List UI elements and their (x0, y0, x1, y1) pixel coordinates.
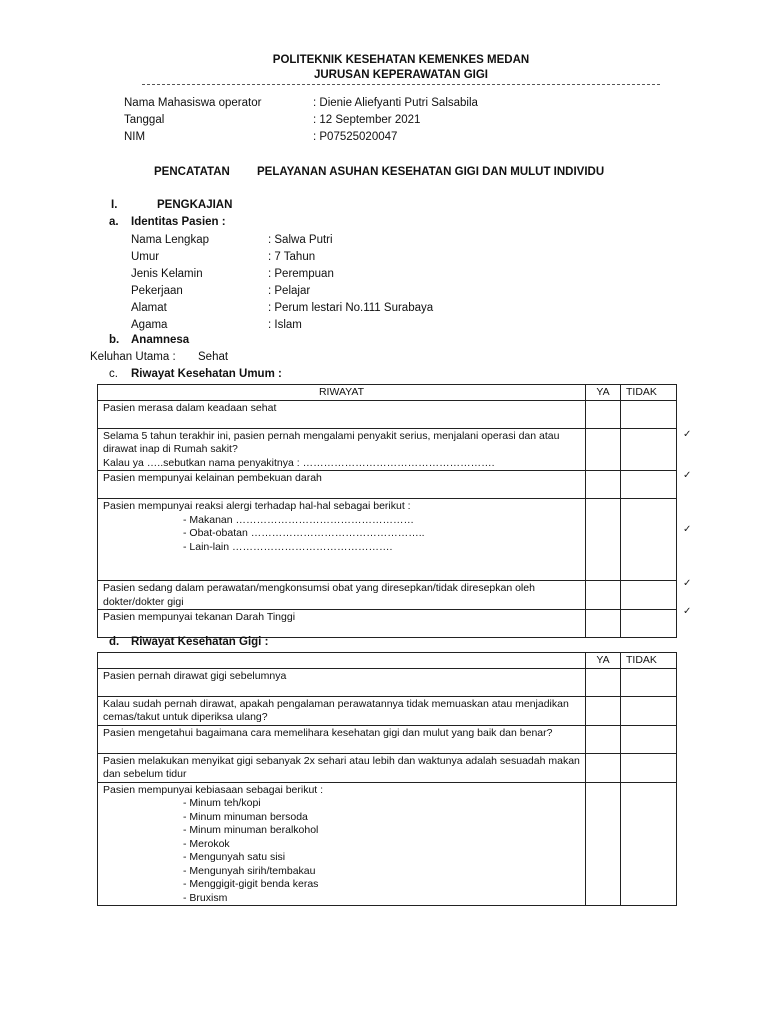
row-question (98, 782, 586, 906)
nim-label: NIM (124, 131, 146, 143)
field-value: : Pelajar (268, 285, 311, 297)
student-name-label: Nama Mahasiswa operator (124, 97, 262, 109)
row-question-text: Selama 5 tahun terakhir ini, pasien pernah mengalami penyakit serius, menjalani operasi dan atau dirawat inap di Rumah sakit? (103, 429, 560, 455)
row-question: Pasien melakukan menyikat gigi sebanyak 2x sehari atau lebih dan waktunya adalah sesuadah makan dan sebelum tidur (98, 753, 586, 782)
check-mark-icon: ✓ (683, 524, 692, 535)
list-item: - Makanan …………………………………………… (183, 513, 415, 526)
department-title: JURUSAN KEPERAWATAN GIGI (313, 69, 488, 81)
tidak-cell (621, 581, 677, 610)
list-item: - Lain-lain ………………………………………. (183, 540, 393, 553)
tidak-cell (621, 753, 677, 782)
doc-title-part2: PELAYANAN ASUHAN KESEHATAN GIGI DAN MULUT INDIVIDU (257, 166, 605, 178)
list-item: - Bruxism (183, 891, 228, 904)
dental-history-letter: d. (109, 636, 120, 648)
row-question (98, 428, 586, 471)
column-header-tidak: TIDAK (621, 385, 677, 401)
identity-title: Identitas Pasien : (131, 216, 226, 228)
field-value: : Perempuan (268, 268, 334, 280)
list-item: - Mengunyah satu sisi (183, 851, 286, 863)
field-label: Umur (131, 251, 160, 263)
list-item: - Mengunyah sirih/tembakau (183, 864, 316, 877)
field-label: Alamat (131, 302, 167, 314)
field-value: : 7 Tahun (268, 251, 316, 263)
tidak-cell (621, 782, 677, 906)
ya-cell (586, 725, 621, 753)
ya-cell (586, 668, 621, 696)
table-row (98, 668, 677, 696)
general-history-table (97, 384, 677, 638)
table-row (98, 471, 677, 499)
institution-title: POLITEKNIK KESEHATAN KEMENKES MEDAN (272, 54, 530, 66)
column-header-tidak: TIDAK (621, 653, 677, 669)
section-number: I. (111, 199, 118, 211)
list-item: - Menggigit-gigit benda keras (183, 878, 319, 890)
anamnesa-title: Anamnesa (131, 334, 190, 346)
row-question-text: Pasien mempunyai kebiasaan sebagai berikut : (103, 783, 324, 796)
tidak-cell (621, 400, 677, 428)
anamnesa-letter: b. (109, 334, 120, 346)
ya-cell (586, 499, 621, 581)
field-label: Agama (131, 319, 168, 331)
table-row (98, 610, 677, 638)
tidak-cell (621, 428, 677, 471)
field-label: Pekerjaan (131, 285, 183, 297)
list-item: - Minum minuman beralkohol (183, 824, 319, 836)
ya-cell (586, 581, 621, 610)
field-label: Nama Lengkap (131, 234, 209, 246)
row-question: Pasien mengetahui bagaimana cara memelihara kesehatan gigi dan mulut yang baik dan benar? (98, 725, 586, 753)
date-value: : 12 September 2021 (313, 114, 421, 126)
tidak-cell (621, 499, 677, 581)
field-value: : Perum lestari No.111 Surabaya (268, 302, 434, 314)
complaint-label: Keluhan Utama : (90, 351, 176, 363)
table-row (98, 581, 677, 610)
table-row (98, 499, 677, 581)
tidak-cell (621, 696, 677, 725)
list-item: - Merokok (183, 837, 230, 850)
row-question-extra: Kalau ya …..sebutkan nama penyakitnya : ………………………………………………. (103, 456, 495, 469)
date-label: Tanggal (124, 114, 165, 126)
general-history-title: Riwayat Kesehatan Umum : (131, 368, 282, 380)
list-item: - Obat-obatan ………………………………………….. (183, 527, 425, 539)
column-header-empty (98, 653, 586, 669)
field-value: : Islam (268, 319, 302, 331)
nim-value: : P07525020047 (313, 131, 398, 143)
tidak-cell (621, 471, 677, 499)
student-name-value: : Dienie Aliefyanti Putri Salsabila (313, 97, 478, 109)
header-divider (142, 84, 660, 85)
ya-cell (586, 471, 621, 499)
row-question: Pasien mempunyai kelainan pembekuan darah (98, 471, 586, 499)
row-question: Pasien mempunyai tekanan Darah Tinggi (98, 610, 586, 638)
table-row (98, 428, 677, 471)
row-question: Pasien pernah dirawat gigi sebelumnya (98, 668, 586, 696)
table-row (98, 400, 677, 428)
tidak-cell (621, 668, 677, 696)
table-row (98, 725, 677, 753)
ya-cell (586, 696, 621, 725)
list-item: - Minum minuman bersoda (183, 810, 308, 823)
column-header-ya: YA (586, 653, 621, 669)
column-header-ya: YA (586, 385, 621, 401)
check-mark-icon: ✓ (683, 578, 692, 589)
tidak-cell (621, 725, 677, 753)
identity-letter: a. (109, 216, 119, 228)
tidak-cell (621, 610, 677, 638)
ya-cell (586, 610, 621, 638)
table-row (98, 782, 677, 906)
row-question: Pasien merasa dalam keadaan sehat (98, 400, 586, 428)
complaint-value: Sehat (198, 351, 229, 363)
table-row (98, 696, 677, 725)
dental-history-title: Riwayat Kesehatan Gigi : (131, 636, 269, 648)
dental-history-table (97, 652, 677, 906)
ya-cell (586, 782, 621, 906)
check-mark-icon: ✓ (683, 606, 692, 617)
ya-cell (586, 428, 621, 471)
column-header-riwayat: RIWAYAT (98, 385, 586, 401)
section-title: PENGKAJIAN (157, 199, 233, 211)
check-mark-icon: ✓ (683, 470, 692, 481)
list-item: - Minum teh/kopi (183, 797, 261, 809)
row-question (98, 499, 586, 581)
general-history-letter: c. (109, 368, 118, 380)
table-row (98, 753, 677, 782)
field-value: : Salwa Putri (268, 234, 333, 246)
ya-cell (586, 753, 621, 782)
check-mark-icon: ✓ (683, 429, 692, 440)
doc-title-part1: PENCATATAN (154, 166, 230, 178)
row-question: Pasien sedang dalam perawatan/mengkonsumsi obat yang diresepkan/tidak diresepkan oleh dokter/dokter gigi (98, 581, 586, 610)
ya-cell (586, 400, 621, 428)
row-question-text: Pasien mempunyai reaksi alergi terhadap hal-hal sebagai berikut : (103, 500, 411, 512)
field-label: Jenis Kelamin (131, 268, 203, 280)
row-question: Kalau sudah pernah dirawat, apakah pengalaman perawatannya tidak memuaskan atau menjadikan cemas/takut untuk diperiksa ulang? (98, 696, 586, 725)
